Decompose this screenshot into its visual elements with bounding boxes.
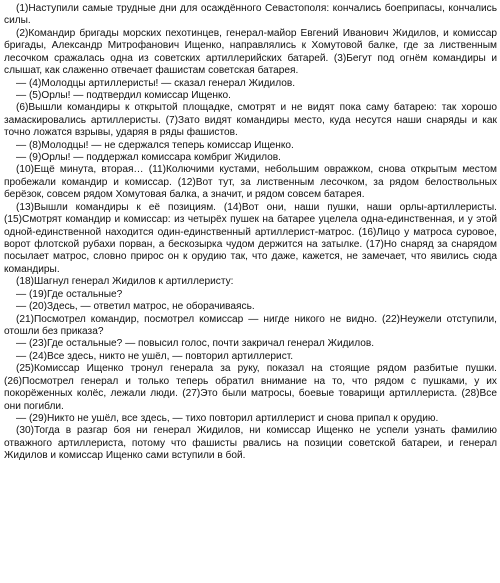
paragraph-8: (10)Ещё минута, вторая… (11)Колючими кустами, небольшим овражком, снова открытым местом пробежали командир и комиссар. (12)Вот тут, за лиственным лесочком, за рядом белоствольных берёзок, совсем рядом Хомутовая балка, а значит, и рядом совсем батарея.	[4, 164, 497, 201]
paragraph-2: (2)Командир бригады морских пехотинцев, генерал-майор Евгений Иванович Жидилов, и комиссар бригады, Александр Митрофанович Ищенко, направлялись к Хомутовой балке, где за лиственным лесочком сражалась одна из советских артиллерийских батарей. (3)Бегут под огнём командиры и слышат, как слаженно отвечает фашистам советская батарея.	[4, 27, 497, 77]
paragraph-1: (1)Наступили самые трудные дни для осаждённого Севастополя: кончались боеприпасы, кончались силы.	[4, 3, 497, 27]
paragraph-17: — (29)Никто не ушёл, все здесь, — тихо повторил артиллерист и снова припал к орудию.	[16, 412, 439, 424]
paragraph-6: — (8)Молодцы! — не сдержался теперь комиссар Ищенко.	[16, 139, 294, 151]
paragraph-4: — (5)Орлы! — подтвердил комиссар Ищенко.	[16, 89, 231, 101]
paragraph-14: — (23)Где остальные? — повысил голос, почти закричал генерал Жидилов.	[16, 338, 375, 350]
paragraph-9: (13)Вышли командиры к её позициям. (14)Вот они, наши пушки, наши орлы-артиллеристы. (15)Смотрят командир и комиссар: из четырёх пушек на батарее уцелела одна-единственная, и у этой одной-единственной находится один-единственный артиллерист-матрос. (16)Лицо у матроса суровое, ворот флотской рубахи порван, а бескозырка чудом держится на затылке. (17)Но снаряд за снарядом посылает матрос, словно прирос он к орудию так, что даже, кажется, не замечает, что явились сюда командиры.	[4, 201, 497, 275]
paragraph-13: (21)Посмотрел командир, посмотрел комиссар — нигде никого не видно. (22)Неужели отступили, отошли без приказа?	[4, 313, 497, 337]
paragraph-5: (6)Вышли командиры к открытой площадке, смотрят и не видят пока саму батарею: так хорошо замаскировались артиллеристы. (7)Зато видят командиры место, куда несутся наши снаряды и как точно ложатся взрывы, ударяя в ряды фашистов.	[4, 102, 497, 139]
paragraph-7: — (9)Орлы! — поддержал комиссара комбриг Жидилов.	[16, 152, 281, 164]
paragraph-11: — (19)Где остальные?	[16, 288, 123, 300]
paragraph-3: — (4)Молодцы артиллеристы! — сказал генерал Жидилов.	[16, 77, 296, 89]
paragraph-16: (25)Комиссар Ищенко тронул генерала за руку, показал на стоящие рядом разбитые пушки. (26)Посмотрел генерал и только теперь обратил внимание на то, что рядом с пушками, у их покорёженных колёс, лежали люди. (27)Это были матросы, боевые товарищи артиллериста. (28)Все они погибли.	[4, 363, 497, 412]
paragraph-15: — (24)Все здесь, никто не ушёл, — повторил артиллерист.	[16, 350, 294, 362]
paragraph-10: (18)Шагнул генерал Жидилов к артиллеристу:	[16, 276, 234, 288]
paragraph-12: — (20)Здесь, — ответил матрос, не оборачиваясь.	[16, 301, 255, 313]
paragraph-18: (30)Тогда в разгар боя ни генерал Жидилов, ни комиссар Ищенко не успели узнать фамилию отважного артиллериста, потому что фашисты рвались на позиции советской батареи, и генерал Жидилов и комиссар Ищенко сами вступили в бой.	[4, 425, 497, 462]
